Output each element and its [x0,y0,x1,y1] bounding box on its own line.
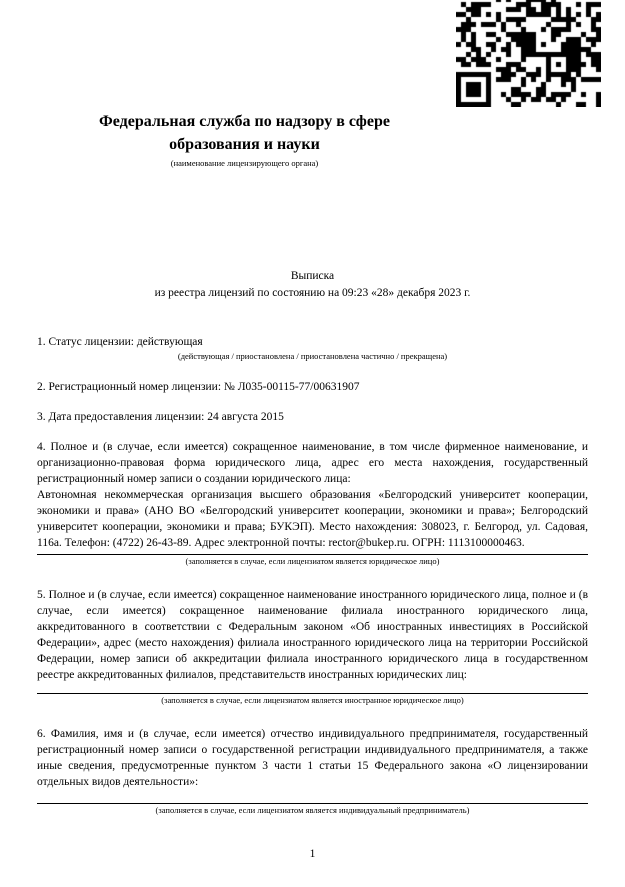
item-foreign-entity [37,587,588,706]
registration-number-text: 2. Регистрационный номер лицензии: № Л035-00115-77/00631907 [37,381,360,393]
item-license-date [37,409,588,425]
authority-name-line1: Федеральная служба по надзору в сфере [99,113,390,130]
qr-code-image [456,0,601,107]
foreign-entity-caption: (заполняется в случае, если лицензиатом является иностранное юридическое лицо) [161,695,464,705]
item-individual-entrepreneur [37,726,588,816]
legal-entity-caption: (заполняется в случае, если лицензиатом является юридическое лицо) [185,556,440,566]
document-title [37,268,588,301]
item-registration-number [37,379,588,395]
authority-name-line2: образования и науки [169,136,320,153]
individual-entrepreneur-caption: (заполняется в случае, если лицензиатом является индивидуальный предприниматель) [155,805,470,815]
document-title-line1: Выписка [290,270,335,282]
license-status-text: 1. Статус лицензии: действующая [37,336,203,348]
legal-entity-value: Автономная некоммерческая организация высшего образования «Белгородский университет кооперации, экономики и права» (АНО ВО «Белгородский университет кооперации, экономики и права»; Белгородский университет кооперации, экономики и права; БУКЭП). Место нахождения: 308023, г. Белгород, ул. Садовая, 116а. Телефон: (4722) 26-43-89. Адрес электронной почты: rector@bukep.ru. ОГРН: 1113100000463. [37,489,588,549]
foreign-entity-label: 5. Полное и (в случае, если имеется) сокращенное наименование иностранного юридического лица, полное и (в случае, если имеется) сокращенное наименование филиала иностранного юридического лица, аккредитованного в соответствии с Федеральным законом «Об иностранных инвестициях в Российской Федерации», адрес (место нахождения) филиала иностранного юридического лица на территории Российской Федерации, номер записи об аккредитации филиала иностранного юридического лица в государственном реестре аккредитованных филиалов, представительств иностранных юридических лиц: [37,589,588,681]
individual-entrepreneur-label: 6. Фамилия, имя и (в случае, если имеется) отчество индивидуального предпринимателя, государственный регистрационный номер записи о государственной регистрации индивидуального предпринимателя, а также иные сведения, предусмотренные пунктом 3 части 1 статьи 15 Федерального закона «О лицензировании отдельных видов деятельности»: [37,728,588,788]
document-header [37,0,588,172]
license-date-text: 3. Дата предоставления лицензии: 24 августа 2015 [37,411,284,423]
license-status-options-caption: (действующая / приостановлена / приостановлена частично / прекращена) [177,351,448,361]
legal-entity-label: 4. Полное и (в случае, если имеется) сокращенное наименование, в том числе фирменное наименование, и организационно-правовая форма юридического лица, адрес его места нахождения, государственный регистрационный номер записи о создании юридического лица: [37,441,588,485]
document-title-line2: из реестра лицензий по состоянию на 09:23 «28» декабря 2023 г. [154,286,471,299]
authority-caption: (наименование лицензирующего органа) [170,158,319,168]
qr-code [456,0,601,107]
licensing-authority-name [37,110,452,169]
page-number: 1 [309,848,316,860]
item-license-status [37,334,588,362]
item-legal-entity [37,439,588,567]
